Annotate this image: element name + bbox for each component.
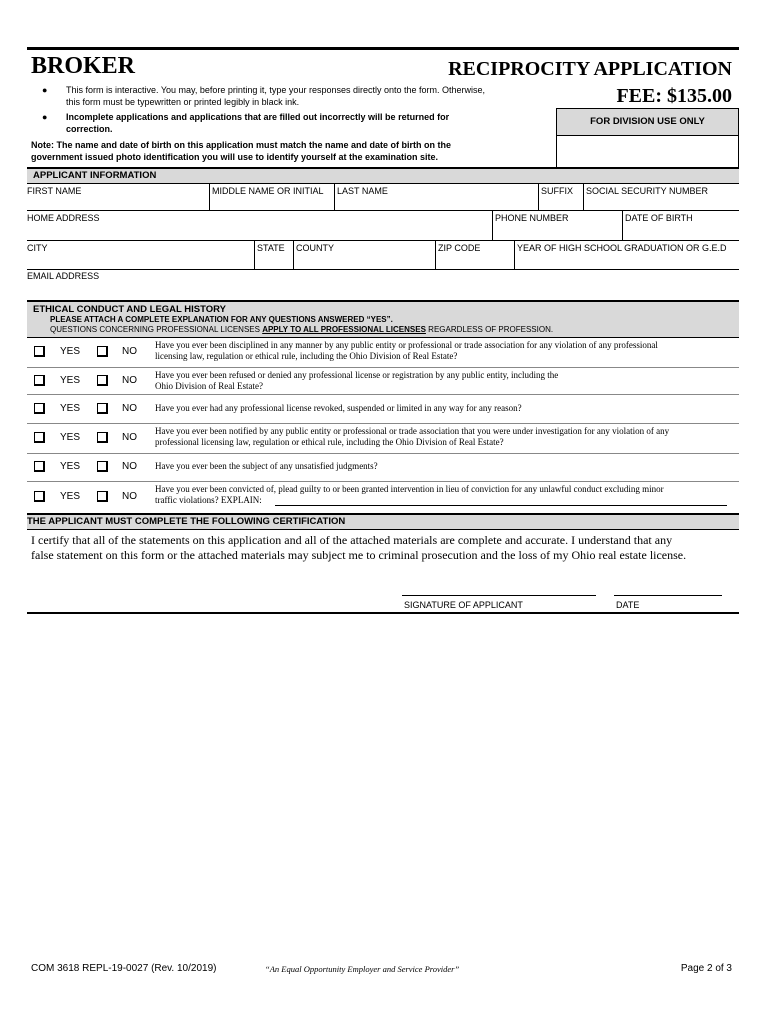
divider <box>27 183 739 184</box>
question-text: Have you ever been refused or denied any professional license or registration by any public entity, including the <box>155 370 559 380</box>
divider <box>27 337 739 338</box>
divider <box>27 529 739 530</box>
ethics-heading: ETHICAL CONDUCT AND LEGAL HISTORY <box>33 304 226 315</box>
divider <box>27 481 739 482</box>
city-field[interactable]: CITY <box>27 243 48 253</box>
ethics-instruction-2 <box>50 325 553 335</box>
yes-label: YES <box>60 461 81 472</box>
question-text: Have you ever been the subject of any unsatisfied judgments? <box>155 461 378 471</box>
bullet-icon: ● <box>42 85 48 95</box>
ssn-field[interactable]: SOCIAL SECURITY NUMBER <box>586 186 709 196</box>
note-line: government issued photo identification you will use to identify yourself at the examination site. <box>31 152 439 162</box>
ethics-instruction-2b: APPLY TO ALL PROFESSIONAL LICENSES <box>262 325 426 334</box>
yes-label: YES <box>60 432 81 443</box>
divider <box>514 240 515 269</box>
no-label: NO <box>122 346 137 357</box>
certification-text: false statement on this form or the attached materials may subject me to criminal prosecution and the loss of my Ohio real estate license. <box>31 548 687 562</box>
divider <box>334 183 335 210</box>
instruction-line: This form is interactive. You may, before printing it, type your responses directly onto the form. Otherwise, <box>66 85 486 95</box>
form-id: COM 3618 REPL-19-0027 (Rev. 10/2019) <box>31 963 217 974</box>
divider <box>27 167 739 169</box>
home-address-field[interactable]: HOME ADDRESS <box>27 213 100 223</box>
no-label: NO <box>122 432 137 443</box>
no-checkbox[interactable] <box>97 346 108 357</box>
question-text: Ohio Division of Real Estate? <box>155 381 263 391</box>
divider <box>538 183 539 210</box>
divider <box>293 240 294 269</box>
no-checkbox[interactable] <box>97 491 108 502</box>
divider <box>27 423 739 424</box>
question-text: Have you ever been convicted of, plead guilty to or been granted intervention in lieu of conviction for any unlawful conduct excluding minor <box>155 484 664 494</box>
instruction-line: correction. <box>66 124 113 134</box>
county-field[interactable]: COUNTY <box>296 243 334 253</box>
division-use-label: FOR DIVISION USE ONLY <box>557 109 738 136</box>
middle-name-field[interactable]: MIDDLE NAME OR INITIAL <box>212 186 324 196</box>
question-text: Have you ever been disciplined in any manner by any public entity or professional or trade association for any violation of any professional <box>155 340 658 350</box>
yes-checkbox[interactable] <box>34 491 45 502</box>
dob-field[interactable]: DATE OF BIRTH <box>625 213 693 223</box>
yes-checkbox[interactable] <box>34 461 45 472</box>
yes-checkbox[interactable] <box>34 403 45 414</box>
ethics-instruction-2c: REGARDLESS OF PROFESSION. <box>425 325 554 334</box>
no-checkbox[interactable] <box>97 461 108 472</box>
divider <box>27 453 739 454</box>
email-field[interactable]: EMAIL ADDRESS <box>27 271 100 281</box>
instruction-line: Incomplete applications and applications that are filled out incorrectly will be returned for <box>66 112 450 122</box>
certification-text: I certify that all of the statements on this application and all of the attached materials are complete and accurate. I understand that any <box>31 533 673 547</box>
divider <box>492 210 493 240</box>
yes-label: YES <box>60 346 81 357</box>
last-name-field[interactable]: LAST NAME <box>337 186 388 196</box>
no-checkbox[interactable] <box>97 403 108 414</box>
yes-label: YES <box>60 403 81 414</box>
top-rule <box>27 47 739 50</box>
hs-graduation-field[interactable]: YEAR OF HIGH SCHOOL GRADUATION OR G.E.D <box>517 243 727 253</box>
yes-checkbox[interactable] <box>34 432 45 443</box>
divider <box>27 612 739 614</box>
note-line: Note: The name and date of birth on this application must match the name and date of birth on the <box>31 140 452 150</box>
form-type-title: BROKER <box>31 53 136 79</box>
divider <box>254 240 255 269</box>
date-line[interactable] <box>614 595 722 596</box>
no-label: NO <box>122 403 137 414</box>
question-text: traffic violations? EXPLAIN: <box>155 495 262 505</box>
no-checkbox[interactable] <box>97 375 108 386</box>
divider <box>435 240 436 269</box>
question-text: licensing law, regulation or ethical rule, including the Ohio Division of Real Estate? <box>155 351 458 361</box>
applicant-info-heading: APPLICANT INFORMATION <box>33 170 157 181</box>
signature-label: SIGNATURE OF APPLICANT <box>404 600 523 610</box>
explain-line[interactable] <box>275 505 727 506</box>
divider <box>27 240 739 241</box>
divider <box>27 210 739 211</box>
ethics-instruction-2a: QUESTIONS CONCERNING PROFESSIONAL LICENSES <box>50 325 263 334</box>
instruction-line: this form must be typewritten or printed legibly in black ink. <box>66 97 300 107</box>
divider <box>27 394 739 395</box>
divider <box>622 210 623 240</box>
ethics-instruction: PLEASE ATTACH A COMPLETE EXPLANATION FOR ANY QUESTIONS ANSWERED “YES”. <box>50 315 393 324</box>
suffix-field[interactable]: SUFFIX <box>541 186 574 196</box>
bullet-icon: ● <box>42 112 48 122</box>
yes-checkbox[interactable] <box>34 375 45 386</box>
no-label: NO <box>122 375 137 386</box>
phone-field[interactable]: PHONE NUMBER <box>495 213 569 223</box>
divider <box>27 367 739 368</box>
yes-label: YES <box>60 491 81 502</box>
state-field[interactable]: STATE <box>257 243 285 253</box>
divider <box>209 183 210 210</box>
page-title: RECIPROCITY APPLICATION <box>448 58 732 80</box>
question-text: professional licensing law, regulation or ethical rule, including the Ohio Division of Real Estate? <box>155 437 504 447</box>
division-use-box <box>556 108 739 168</box>
signature-line[interactable] <box>402 595 596 596</box>
fee-label: FEE: $135.00 <box>616 85 732 107</box>
no-label: NO <box>122 491 137 502</box>
divider <box>27 269 739 270</box>
yes-checkbox[interactable] <box>34 346 45 357</box>
no-checkbox[interactable] <box>97 432 108 443</box>
first-name-field[interactable]: FIRST NAME <box>27 186 82 196</box>
zip-field[interactable]: ZIP CODE <box>438 243 481 253</box>
question-text: Have you ever been notified by any public entity or professional or trade association that you were under investigation for any violation of any <box>155 426 670 436</box>
page-number: Page 2 of 3 <box>680 963 732 974</box>
yes-label: YES <box>60 375 81 386</box>
divider <box>583 183 584 210</box>
question-text: Have you ever had any professional license revoked, suspended or limited in any way for any reason? <box>155 403 522 413</box>
no-label: NO <box>122 461 137 472</box>
date-label: DATE <box>616 600 640 610</box>
certification-heading: THE APPLICANT MUST COMPLETE THE FOLLOWING CERTIFICATION <box>27 516 346 527</box>
tagline: “An Equal Opportunity Employer and Service Provider” <box>265 964 460 974</box>
